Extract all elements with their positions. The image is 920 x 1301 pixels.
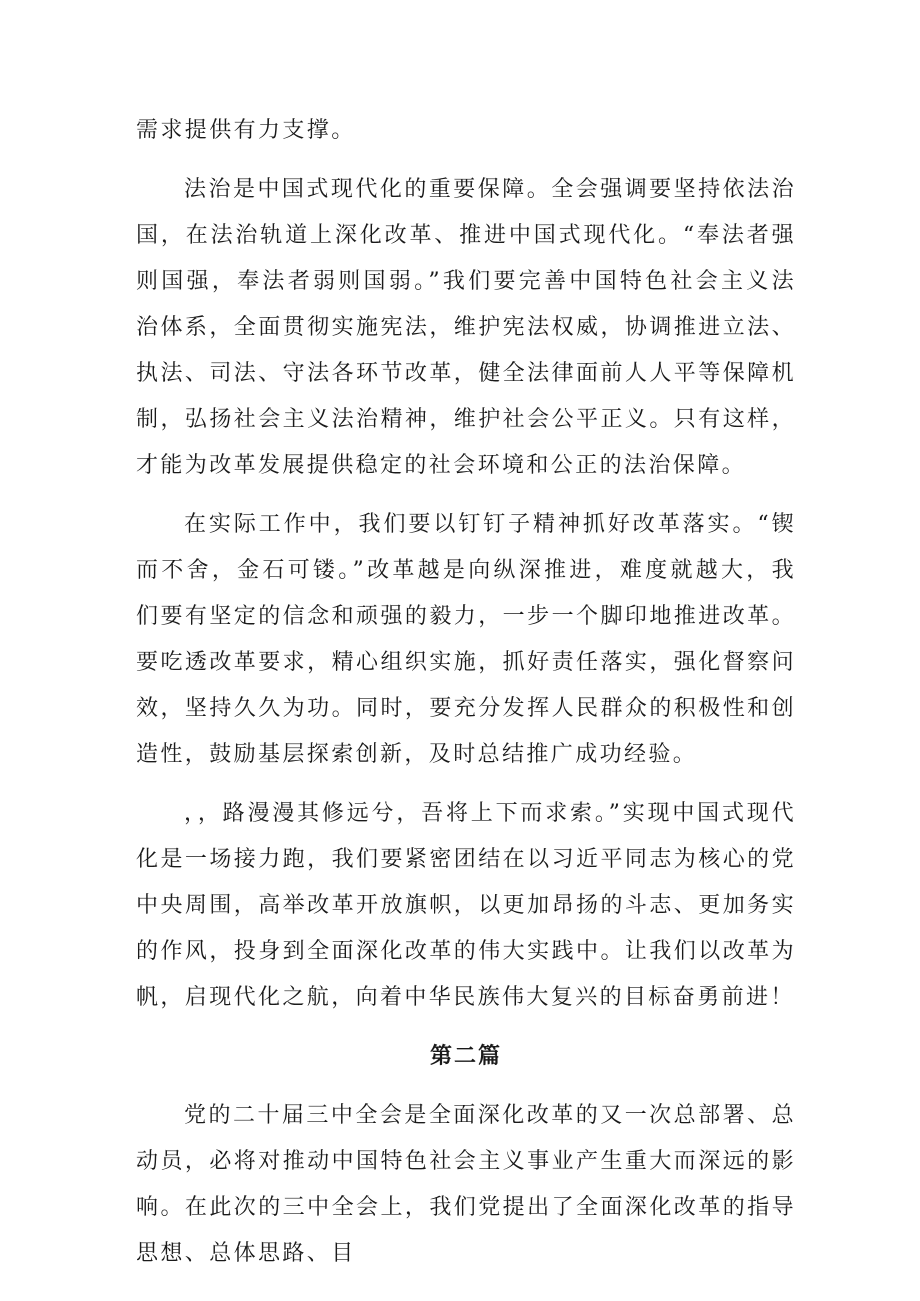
section-heading: 第二篇 <box>429 1044 502 1069</box>
paragraph-rule-of-law: 法治是中国式现代化的重要保障。全会强调要坚持依法治国，在法治轨道上深化改革、推进中国式现代化。“奉法者强则国强，奉法者弱则国弱。”我们要完善中国特色社会主义法治体系，全面贯彻实施宪法，维护宪法权威，协调推进立法、执法、司法、守法各环节改革，健全法律面前人人平等保障机制，弘扬社会主义法治精神，维护社会公平正义。只有这样，才能为改革发展提供稳定的社会环境和公正的法治保障。 <box>136 177 796 478</box>
paragraph-section-two-intro: 党的二十届三中全会是全面深化改革的又一次总部署、总动员，必将对推动中国特色社会主义事业产生重大而深远的影响。在此次的三中全会上，我们党提出了全面深化改革的指导思想、总体思路、目 <box>136 1103 796 1266</box>
document-page <box>136 108 796 1277</box>
paragraph-implementation: 在实际工作中，我们要以钉钉子精神抓好改革落实。“锲而不舍，金石可镂。”改革越是向纵深推进，难度就越大，我们要有坚定的信念和顽强的毅力，一步一个脚印地推进改革。要吃透改革要求，精心组织实施，抓好责任落实，强化督察问效，坚持久久为功。同时，要充分发挥人民群众的积极性和创造性，鼓励基层探索创新，及时总结推广成功经验。 <box>136 512 796 767</box>
paragraph-continuation: 需求提供有力支撑。 <box>136 118 356 143</box>
paragraph-conclusion: ，，路漫漫其修远兮，吾将上下而求索。”实现中国式现代化是一场接力跑，我们要紧密团结在以习近平同志为核心的党中央周围，高举改革开放旗帜，以更加昂扬的斗志、更加务实的作风，投身到全面深化改革的伟大实践中。让我们以改革为帆，启现代化之航，向着中华民族伟大复兴的目标奋勇前进！ <box>136 801 796 1010</box>
